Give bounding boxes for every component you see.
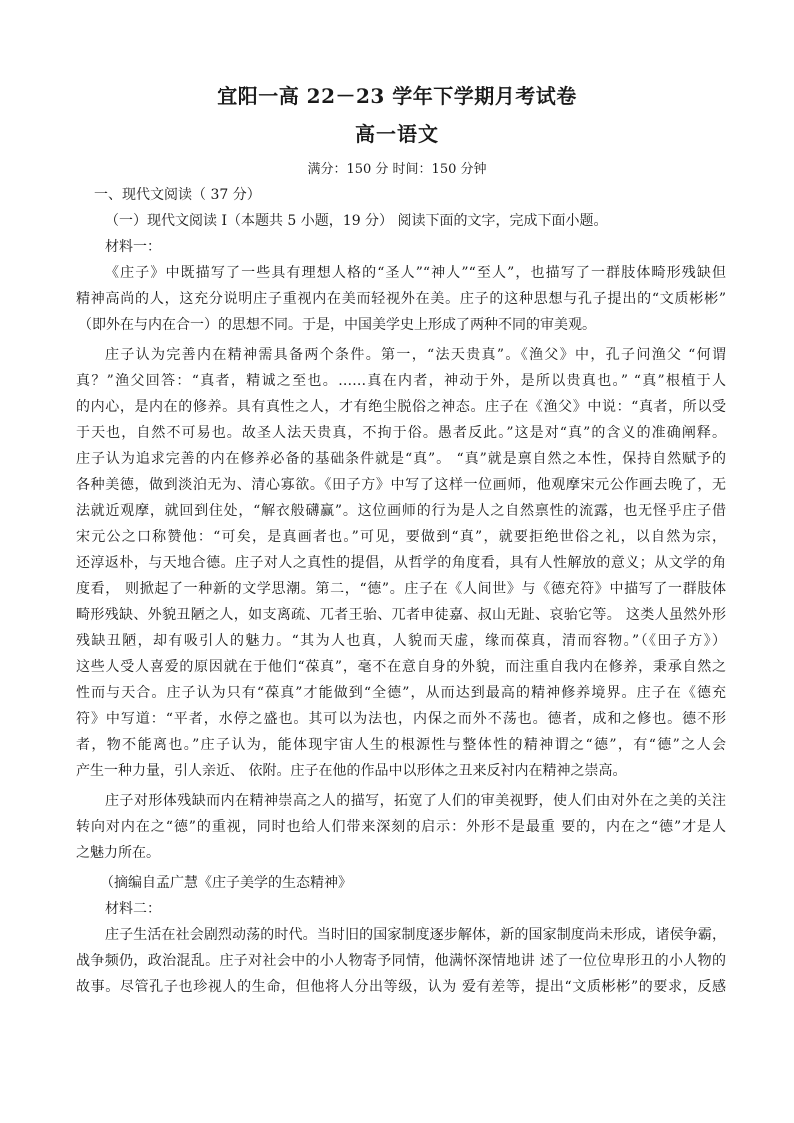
paragraph-line: 的内心，是内在的修养。具有真性之人，才有绝尘脱俗之神态。庄子在《渔父》中说：“真者，所以受 <box>76 399 726 415</box>
paragraph-line: 残缺丑陋，却有吸引人的魅力。“其为人也真，人貌而天虚，缘而葆真，清而容物。”（《田子方》） <box>76 633 726 649</box>
paragraph-line: 庄子生活在社会剧烈动荡的时代。当时旧的国家制度逐步解体，新的国家制度尚未形成，诸侯争霸， <box>105 927 726 943</box>
paragraph-line: 性而与天合。庄子认为只有“葆真”才能做到“全德”，从而达到最高的精神修养境界。庄子在《德充 <box>76 685 726 701</box>
material-label: 材料一： <box>105 239 161 255</box>
paragraph-line: 转向对内在之“德”的重视，同时也给人们带来深刻的启示：外形不是最重 要的，内在之“德”才是人 <box>76 819 726 835</box>
paragraph-line: 《庄子》中既描写了一些具有理想人格的“圣人”“神人”“至人”，也描写了一群肢体畸形残缺但 <box>105 265 726 281</box>
section-heading: 一、现代文阅读（ 37 分） <box>94 187 261 203</box>
paragraph-line: （即外在与内在合一）的思想不同。于是，中国美学史上形成了两种不同的审美观。 <box>78 317 596 333</box>
paragraph-line: 符》中写道：“平者，水停之盛也。其可以为法也，内保之而外不荡也。德者，成和之修也。德不形 <box>76 711 726 727</box>
paragraph-line: 战争频仍，政治混乱。庄子对社会中的小人物寄予同情，他满怀深情地讲 述了一位位卑形丑的小人物的 <box>76 953 726 969</box>
paragraph-line: 庄子对形体残缺而内在精神崇高之人的描写，拓宽了人们的审美视野，使人们由对外在之美的关注 <box>105 793 726 809</box>
source-citation: （摘编自孟广慧《庄子美学的生态精神》 <box>100 875 352 891</box>
material-label: 材料二： <box>105 901 161 917</box>
subject-title: 高一语文 <box>355 122 439 146</box>
paragraph-line: 之魅力所在。 <box>76 845 160 861</box>
paragraph-line: 庄子认为完善内在精神需具备两个条件。第一，“法天贵真”。《渔父》中，孔子问渔父 “何谓 <box>105 347 726 363</box>
score-time-line: 满分：150 分 时间：150 分钟 <box>307 162 487 177</box>
paragraph-line: 这些人受人喜爱的原因就在于他们“葆真”，毫不在意自身的外貌，而注重自我内在修养，秉承自然之 <box>76 659 726 675</box>
paragraph-line: 庄子认为追求完善的内在修养必备的基础条件就是“真”。 “真”就是禀自然之本性，保持自然赋予的 <box>76 451 726 467</box>
paragraph-line: 产生一种力量，引人亲近、 依附。庄子在他的作品中以形体之丑来反衬内在精神之崇高。 <box>76 763 627 779</box>
paragraph-line: 各种美德，做到淡泊无为、清心寡欲。《田子方》中写了这样一位画师，他观摩宋元公作画去晚了，无 <box>76 477 726 493</box>
paragraph-line: 精神高尚的人，这充分说明庄子重视内在美而轻视外在美。庄子的这种思想与孔子提出的“文质彬彬” <box>76 291 726 307</box>
subsection-heading: （一）现代文阅读 I（本题共 5 小题，19 分） 阅读下面的文字，完成下面小题。 <box>105 213 608 229</box>
paragraph-line: 畸形残缺、外貌丑陋之人，如支离疏、兀者王骀、兀者申徒嘉、叔山无趾、哀骀它等。 这类人虽然外形 <box>76 607 726 623</box>
paragraph-line: 还淳返朴，与天地合德。庄子对人之真性的提倡，从哲学的角度看，具有人性解放的意义；从文学的角 <box>76 555 726 571</box>
paragraph-line: 真？”渔父回答：“真者，精诚之至也。……真在内者，神动于外，是所以贵真也。” “真”根植于人 <box>76 373 726 389</box>
paragraph-line: 度看， 则掀起了一种新的文学思潮。第二，“德”。庄子在《人间世》与《德充符》中描写了一群肢体 <box>76 581 726 597</box>
exam-title: 宜阳一高 22－23 学年下学期月考试卷 <box>217 84 577 108</box>
paragraph-line: 故事。尽管孔子也珍视人的生命，但他将人分出等级，认为 爱有差等，提出“文质彬彬”的要求，反感 <box>76 979 726 995</box>
paragraph-line: 法就近观摩，就回到住处，“解衣般礴赢”。这位画师的行为是人之自然禀性的流露，也无怪乎庄子借 <box>76 503 726 519</box>
paragraph-line: 宋元公之口称赞他：“可矣，是真画者也。”可见，要做到“真”，就要拒绝世俗之礼，以自然为宗， <box>76 529 726 545</box>
paragraph-line: 于天也，自然不可易也。故圣人法天贵真，不拘于俗。愚者反此。”这是对“真”的含义的准确阐释。 <box>76 425 726 441</box>
paragraph-line: 者，物不能离也。”庄子认为，能体现宇宙人生的根源性与整体性的精神谓之“德”，有“德”之人会 <box>76 737 726 753</box>
